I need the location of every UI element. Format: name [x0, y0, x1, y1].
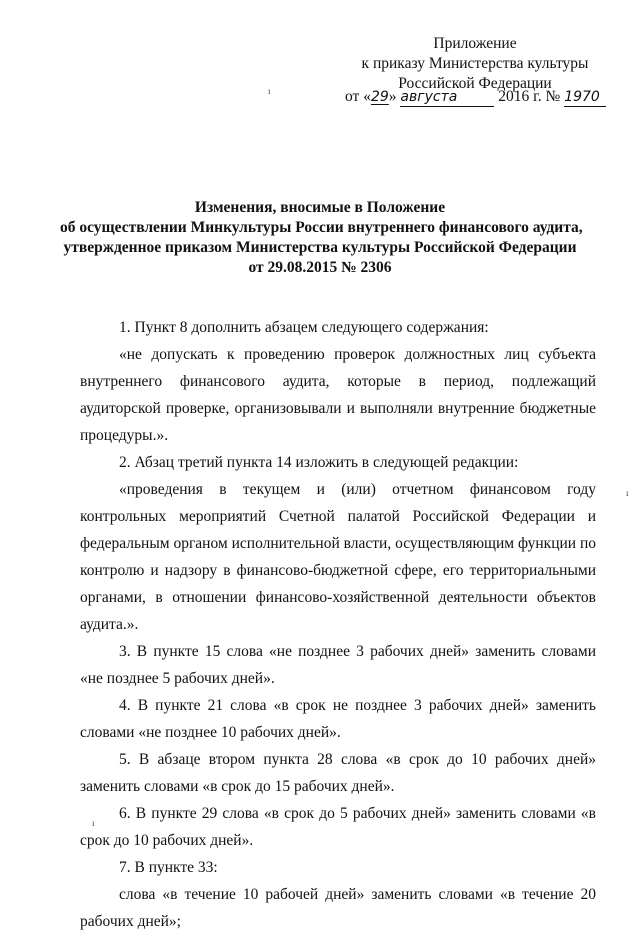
paragraph-7: 7. В пункте 33:	[119, 859, 218, 876]
appendix-federation: Российской Федерации	[398, 75, 552, 92]
appendix-label: Приложение	[433, 35, 517, 52]
date-month-handwritten: августа	[400, 89, 458, 105]
order-number-handwritten: 1970	[564, 89, 600, 105]
document-body	[80, 314, 596, 935]
appendix-order-ref: к приказу Министерства культуры	[361, 55, 589, 72]
scan-speck: ı	[268, 86, 271, 96]
title-line-4: от 29.08.2015 № 2306	[248, 259, 392, 276]
title-line-3: утвержденное приказом Министерства культуры Российской Федерации	[63, 239, 577, 256]
appendix-header	[340, 34, 610, 94]
date-year: 2016 г. №	[498, 88, 561, 105]
date-prefix: от «	[345, 88, 371, 105]
document-title	[60, 198, 583, 278]
paragraph-2: 2. Абзац третий пункта 14 изложить в следующей редакции:	[119, 454, 519, 471]
date-day-handwritten: 29	[370, 89, 389, 105]
paragraph-6: 6. В пункте 29 слова «в срок до 5 рабочих дней» заменить словами «в срок до 10 рабочих дней».	[80, 805, 596, 849]
date-month-field	[400, 88, 494, 107]
scan-speck: ı	[92, 818, 95, 828]
paragraph-5: 5. В абзаце втором пункта 28 слова «в срок до 10 рабочих дней» заменить словами «в срок до 15 рабочих дней».	[80, 751, 596, 795]
paragraph-7-item: слова «в течение 10 рабочей дней» заменить словами «в течение 20 рабочих дней»;	[80, 886, 596, 930]
date-mid: »	[388, 88, 397, 105]
order-date-line	[345, 88, 606, 107]
paragraph-3: 3. В пункте 15 слова «не позднее 3 рабочих дней» заменить словами «не позднее 5 рабочих дней».	[80, 643, 596, 687]
title-line-2: об осуществлении Минкультуры России внутреннего финансового аудита,	[60, 219, 583, 236]
paragraph-1-quote: «не допускать к проведению проверок должностных лиц субъекта внутреннего финансового аудита, которые в период, подлежащий аудиторской проверке, организовывали и выполняли внутренние бюджетные процедуры.».	[80, 346, 596, 444]
order-number-field	[564, 88, 606, 107]
paragraph-2-quote: «проведения в текущем и (или) отчетном финансовом году контрольных мероприятий Счетной палатой Российской Федерации и федеральным органом исполнительной власти, осуществляющим функции по контролю и надзору в финансово-бюджетной сфере, его территориальными органами, в отношении финансово-хозяйственной деятельности объектов аудита.».	[80, 481, 596, 633]
paragraph-4: 4. В пункте 21 слова «в срок не позднее 3 рабочих дней» заменить словами «не позднее 10 рабочих дней».	[80, 697, 596, 741]
title-line-1: Изменения, вносимые в Положение	[194, 199, 446, 216]
paragraph-1: 1. Пункт 8 дополнить абзацем следующего содержания:	[119, 319, 489, 336]
scan-speck: ı	[626, 488, 629, 498]
